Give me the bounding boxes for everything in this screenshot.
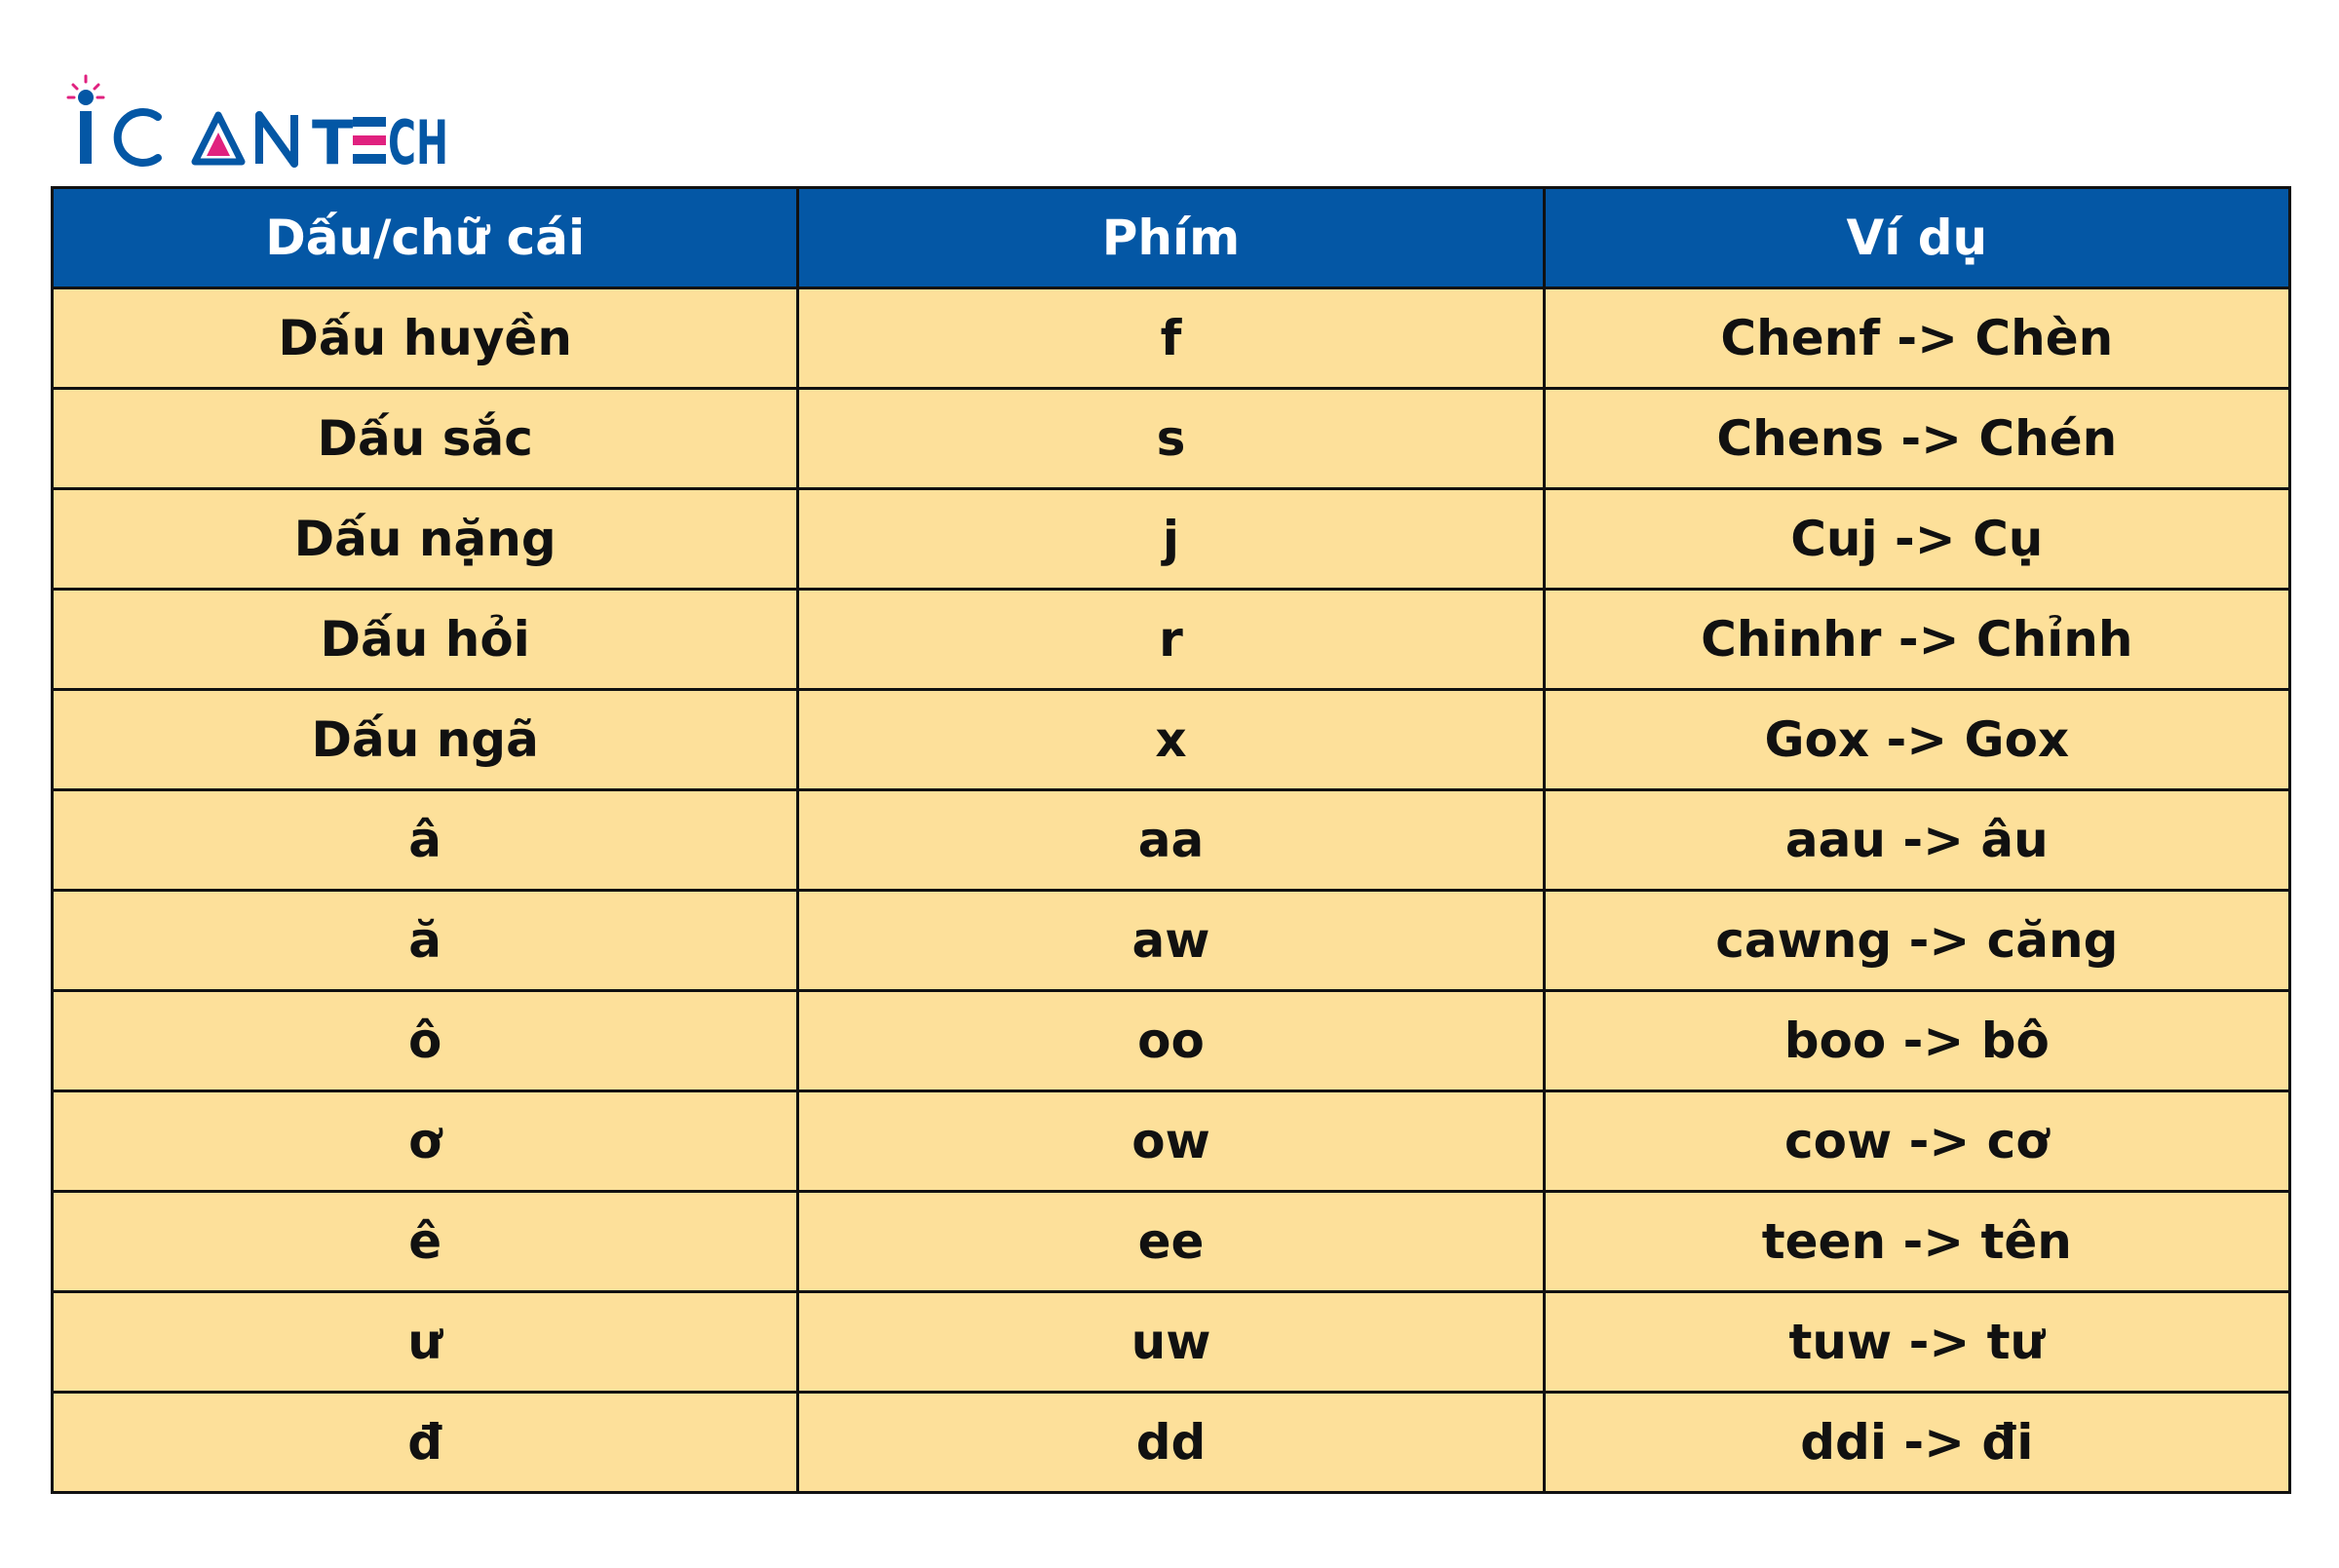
cell-key: j xyxy=(798,489,1544,590)
cell-key: uw xyxy=(798,1292,1544,1393)
table-row xyxy=(53,288,2290,389)
cell-example: cawng -> căng xyxy=(1544,891,2289,991)
cell-example: teen -> tên xyxy=(1544,1192,2289,1292)
cell-key: r xyxy=(798,590,1544,690)
table-row xyxy=(53,1091,2290,1192)
telex-table xyxy=(51,186,2291,1494)
cell-letter: ă xyxy=(53,891,798,991)
table-row xyxy=(53,690,2290,790)
table-row xyxy=(53,1393,2290,1493)
cell-key: ow xyxy=(798,1091,1544,1192)
cell-letter: Dấu sắc xyxy=(53,389,798,489)
cell-example: aau -> âu xyxy=(1544,790,2289,891)
header-letter: Dấu/chữ cái xyxy=(53,188,798,288)
cell-key: f xyxy=(798,288,1544,389)
cell-letter: Dấu ngã xyxy=(53,690,798,790)
cell-letter: Dấu huyền xyxy=(53,288,798,389)
table-row xyxy=(53,590,2290,690)
logo-dot xyxy=(78,90,94,105)
cell-example: Cuj -> Cụ xyxy=(1544,489,2289,590)
logo-letter-c xyxy=(118,112,158,163)
table-row xyxy=(53,991,2290,1091)
cell-example: tuw -> tư xyxy=(1544,1292,2289,1393)
cell-key: aw xyxy=(798,891,1544,991)
cell-example: Chens -> Chén xyxy=(1544,389,2289,489)
cell-key: dd xyxy=(798,1393,1544,1493)
header-example: Ví dụ xyxy=(1544,188,2289,288)
cell-letter: ơ xyxy=(53,1091,798,1192)
cell-key: aa xyxy=(798,790,1544,891)
cell-key: ee xyxy=(798,1192,1544,1292)
logo-letter-n xyxy=(259,115,294,164)
cell-example: Chenf -> Chèn xyxy=(1544,288,2289,389)
cell-key: s xyxy=(798,389,1544,489)
logo-tech-ch: CH xyxy=(388,107,448,178)
table-row xyxy=(53,1292,2290,1393)
cell-letter: ô xyxy=(53,991,798,1091)
cell-key: oo xyxy=(798,991,1544,1091)
logo-letter-i xyxy=(80,111,92,164)
cell-example: ddi -> đi xyxy=(1544,1393,2289,1493)
cell-example: Gox -> Gox xyxy=(1544,690,2289,790)
cell-key: x xyxy=(798,690,1544,790)
cell-letter: â xyxy=(53,790,798,891)
header-key: Phím xyxy=(798,188,1544,288)
table-header-row xyxy=(53,188,2290,288)
logo-letter-e xyxy=(353,117,386,164)
table-row xyxy=(53,489,2290,590)
cell-letter: ê xyxy=(53,1192,798,1292)
table-row xyxy=(53,891,2290,991)
cell-letter: ư xyxy=(53,1292,798,1393)
logo-tech-t: T xyxy=(312,107,354,178)
cell-example: cow -> cơ xyxy=(1544,1091,2289,1192)
table-row xyxy=(53,790,2290,891)
cell-example: Chinhr -> Chỉnh xyxy=(1544,590,2289,690)
table-row xyxy=(53,1192,2290,1292)
brand-logo xyxy=(60,76,450,178)
cell-letter: Dấu nặng xyxy=(53,489,798,590)
cell-letter: đ xyxy=(53,1393,798,1493)
cell-example: boo -> bô xyxy=(1544,991,2289,1091)
table-row xyxy=(53,389,2290,489)
cell-letter: Dấu hỏi xyxy=(53,590,798,690)
